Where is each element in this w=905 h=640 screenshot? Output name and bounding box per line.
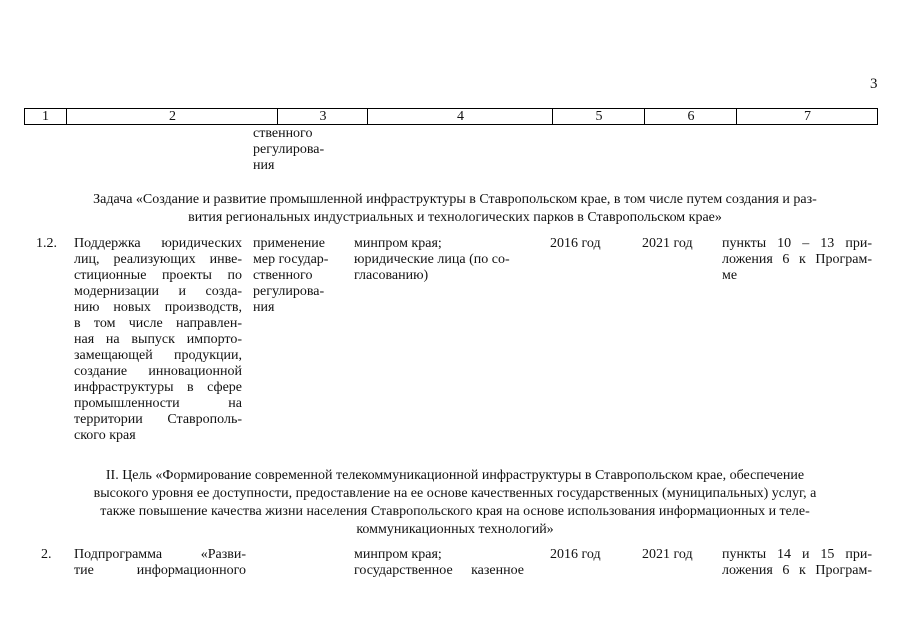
executor-line: государственное казенное	[354, 563, 524, 578]
task-heading	[40, 191, 870, 227]
description-line: нию новых производств,	[74, 300, 242, 315]
row-1-2-executor	[354, 236, 510, 284]
header-col-7: 7	[736, 109, 878, 124]
header-col-3: 3	[277, 109, 368, 124]
executor-line: минпром края;	[354, 236, 442, 251]
goal-heading-line: высокого уровня ее доступности, предоставление на ее основе качественных государственных (муниципальных) услуг, а	[93, 486, 817, 501]
row-1-2-mechanism	[253, 236, 328, 316]
description-line: модернизации и созда-	[74, 284, 242, 299]
goal-heading-line: II. Цель «Формирование современной телекоммуникационной инфраструктуры в Ставропольском крае, обеспечение	[105, 468, 805, 483]
page-number: 3	[870, 76, 878, 92]
row-2-start-year: 2016 год	[550, 547, 601, 562]
description-line: Подпрограмма «Разви-	[74, 547, 246, 562]
description-line: лиц, реализующих инве-	[74, 252, 242, 267]
description-line: Поддержка юридических	[74, 236, 242, 251]
reference-line: пункты 14 и 15 при-	[722, 547, 872, 562]
header-col-1: 1	[42, 109, 49, 124]
goal-heading-line: коммуникационных технологий»	[356, 522, 554, 537]
mechanism-line: регулирова-	[253, 284, 325, 299]
reference-line: ложения 6 к Програм-	[722, 563, 872, 578]
continuation-line: регулирова-	[253, 142, 325, 157]
row-2-reference	[722, 547, 872, 579]
row-1-2-start-year: 2016 год	[550, 236, 601, 251]
row-1-2-description	[74, 236, 242, 444]
description-line: промышленности на	[74, 396, 242, 411]
mechanism-line: ственного	[253, 268, 313, 283]
continuation-col3	[253, 126, 324, 174]
description-line: создание инновационной	[74, 364, 242, 379]
row-2-description	[74, 547, 246, 579]
reference-line: пункты 10 – 13 при-	[722, 236, 872, 251]
task-heading-line: Задача «Создание и развитие промышленной инфраструктуры в Ставропольском крае, в том числе путем создания и раз-	[93, 192, 817, 207]
row-1-2-number: 1.2.	[36, 236, 57, 251]
header-col-5: 5	[552, 109, 645, 124]
description-line: тие информационного	[74, 563, 246, 578]
continuation-line: ственного	[253, 126, 313, 141]
reference-line: ме	[722, 268, 738, 283]
continuation-line: ния	[253, 158, 275, 173]
reference-line: ложения 6 к Програм-	[722, 252, 872, 267]
goal-heading	[40, 467, 870, 539]
goal-heading-line: также повышение качества жизни населения Ставропольского края на основе использования информационных и теле-	[100, 504, 810, 519]
description-line: инфраструктуры в сфере	[74, 380, 242, 395]
description-line: стиционные проекты по	[74, 268, 242, 283]
row-2-executor	[354, 547, 524, 579]
description-line: территории Ставрополь-	[74, 412, 242, 427]
mechanism-line: применение	[253, 236, 325, 251]
header-col-6: 6	[644, 109, 737, 124]
row-2-number: 2.	[41, 547, 52, 562]
row-2-end-year: 2021 год	[642, 547, 693, 562]
task-heading-line: вития региональных индустриальных и технологических парков в Ставропольском крае»	[188, 210, 722, 225]
mechanism-line: мер государ-	[253, 252, 329, 267]
row-1-2-reference	[722, 236, 872, 284]
executor-line: минпром края;	[354, 547, 442, 562]
description-line: ная на выпуск импорто-	[74, 332, 242, 347]
executor-line: гласованию)	[354, 268, 429, 283]
description-line: ского края	[74, 428, 136, 443]
row-1-2-end-year: 2021 год	[642, 236, 693, 251]
description-line: в том числе направлен-	[74, 316, 242, 331]
header-col-4: 4	[367, 109, 553, 124]
table-header-row	[24, 108, 878, 125]
header-col-2: 2	[66, 109, 278, 124]
executor-line: юридические лица (по со-	[354, 252, 510, 267]
mechanism-line: ния	[253, 300, 275, 315]
description-line: замещающей продукции,	[74, 348, 242, 363]
